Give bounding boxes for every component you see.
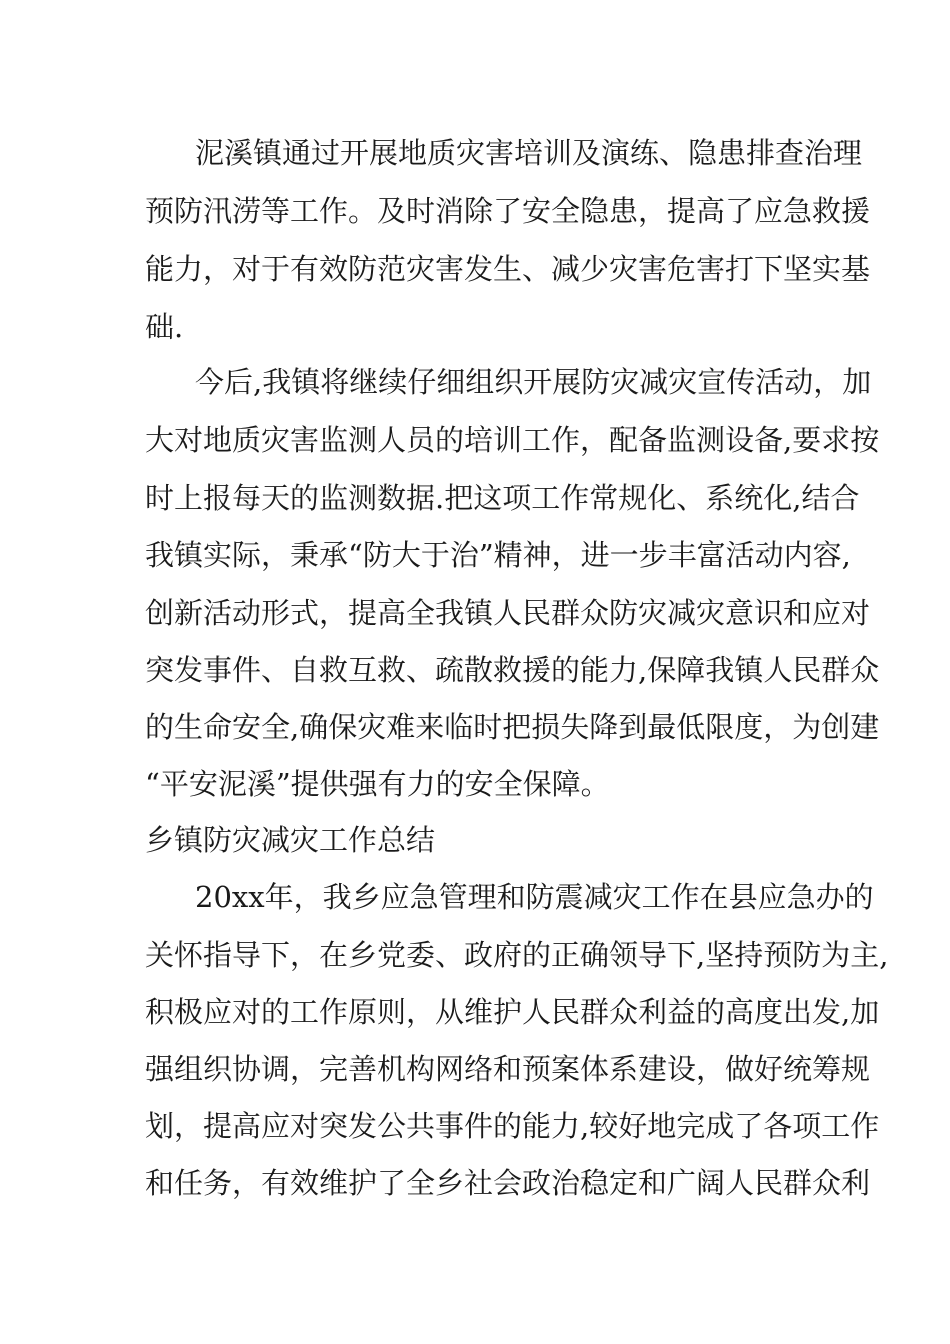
paragraph-2-line-6: 突发事件、自救互救、疏散救援的能力,保障我镇人民群众 (145, 653, 880, 687)
paragraph-2-line-7: 的生命安全,确保灾难来临时把损失降到最低限度，为创建 (145, 710, 880, 744)
paragraph-2-line-8: “平安泥溪”提供强有力的安全保障。 (145, 767, 610, 801)
paragraph-1-line-2: 预防汛涝等工作。及时消除了安全隐患，提高了应急救援 (145, 194, 871, 228)
paragraph-3-line-1: 20xx年，我乡应急管理和防震减灾工作在县应急办的 (195, 880, 874, 914)
paragraph-2-line-1: 今后,我镇将继续仔细组织开展防灾减灾宣传活动，加 (195, 365, 872, 399)
paragraph-3-line-4: 强组织协调，完善机构网络和预案体系建设，做好统筹规 (145, 1052, 871, 1086)
paragraph-2-line-4: 我镇实际，秉承“防大于治”精神，进一步丰富活动内容, (145, 538, 851, 572)
paragraph-3-line-6: 和任务，有效维护了全乡社会政治稳定和广阔人民群众利 (145, 1166, 871, 1200)
paragraph-3-line-5: 划，提高应对突发公共事件的能力,较好地完成了各项工作 (145, 1109, 880, 1143)
paragraph-2-line-3: 时上报每天的监测数据.把这项工作常规化、系统化,结合 (145, 481, 860, 515)
paragraph-3-line-3: 积极应对的工作原则，从维护人民群众利益的高度出发,加 (145, 995, 880, 1029)
paragraph-1-line-1: 泥溪镇通过开展地质灾害培训及演练、隐患排查治理 (195, 136, 863, 170)
paragraph-1-line-4: 础. (145, 310, 184, 344)
paragraph-2-line-5: 创新活动形式，提高全我镇人民群众防灾减灾意识和应对 (145, 596, 871, 630)
paragraph-3-line-2: 关怀指导下，在乡党委、政府的正确领导下,坚持预防为主, (145, 938, 889, 972)
paragraph-2-line-2: 大对地质灾害监测人员的培训工作，配备监测设备,要求按 (145, 423, 880, 457)
paragraph-1-line-3: 能力，对于有效防范灾害发生、减少灾害危害打下坚实基 (145, 252, 871, 286)
section-title: 乡镇防灾减灾工作总结 (145, 823, 436, 857)
